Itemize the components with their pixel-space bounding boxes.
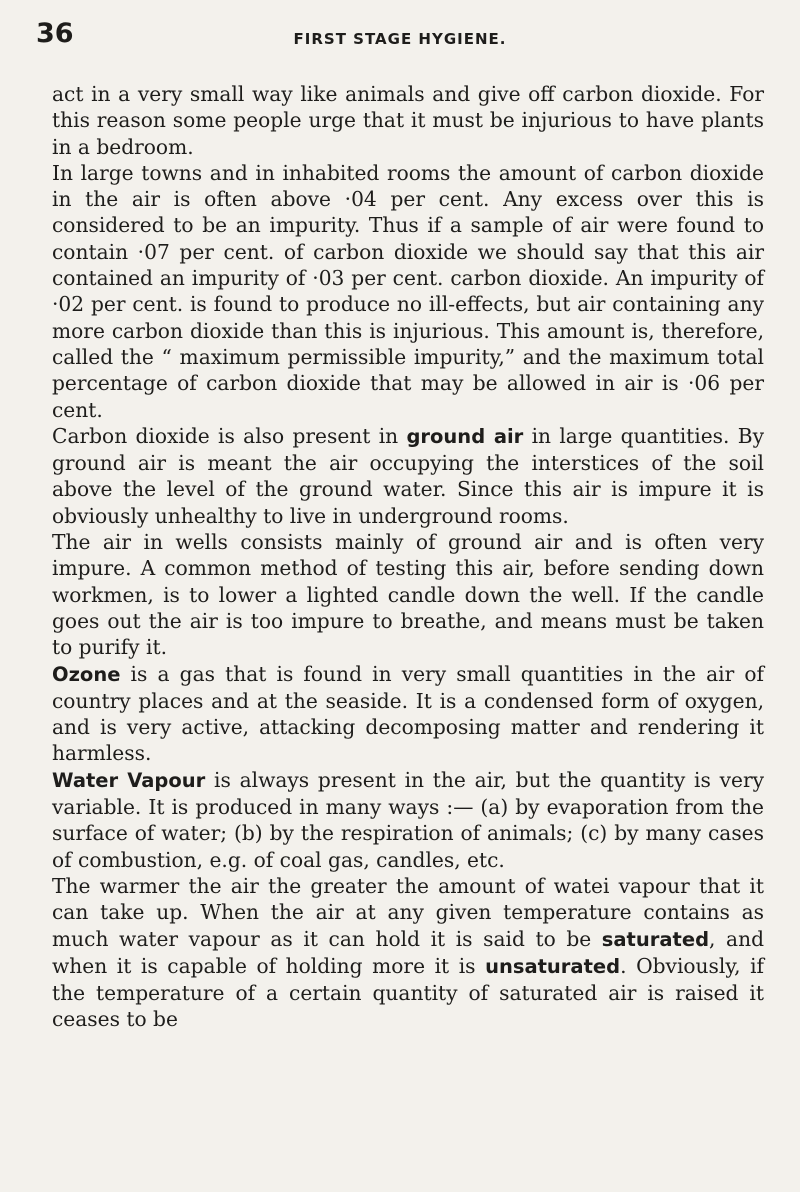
paragraph [52,873,764,1033]
body-text [52,81,764,1033]
paragraph [52,661,764,767]
paragraph [52,767,764,873]
paragraph-text: Carbon dioxide is also present in [52,423,407,448]
bold-term: ground air [406,424,524,448]
running-head: FIRST STAGE HYGIENE. [293,30,507,48]
bold-term: Water Vapour [52,768,206,792]
paragraph: act in a very small way like animals and give off carbon dioxide. For this reason some people urge that it must be injurious to have plants in a bedroom. [52,82,764,159]
bold-term: saturated [601,927,710,951]
paragraph-text: is a gas that is found in very small quantities in the air of country places and at the seaside. It is a condensed form of oxygen, and is very active, attacking decomposing matter and rendering it harmless. [52,661,764,766]
page-number: 36 [36,18,74,49]
paragraph-text: . Obviously, if the temperature of a certain quantity of saturated air is raised it ceases to be [52,953,764,1032]
paragraph: The air in wells consists mainly of ground air and is often very impure. A common method of testing this air, before sending down workmen, is to lower a lighted candle down the well. If the candle goes out the air is too impure to breathe, and means must be taken to purify it. [52,530,764,660]
paragraph-text: The warmer the air the greater the amount of watei vapour that it can take up. When the air at any given temperature contains as much water vapour as it can hold it is said to be [52,873,764,951]
paragraph-text: in large quantities. By ground air is meant the air occupying the interstices of the soil above the level of the ground water. Since this air is impure it is obviously unhealthy to live in underground rooms. [52,423,764,528]
paragraph [52,423,764,529]
paragraph-text: , and when it is capable of holding more it is [52,926,764,978]
paragraph-text: is always present in the air, but the quantity is very variable. It is produced in many ways :— (a) by evaporation from the surface of water; (b) by the respiration of animals; (c) by many cases of combustion, e.g. of coal gas, candles, etc. [52,767,764,872]
page-header [36,18,764,54]
bold-term: Ozone [52,662,121,686]
paragraph: In large towns and in inhabited rooms the amount of carbon dioxide in the air is often above ·04 per cent. Any excess over this is considered to be an impurity. Thus if a sample of air were found to contain ·07 per cent. of carbon dioxide we should say that this air contained an impurity of ·03 per cent. carbon dioxide. An impurity of ·02 per cent. is found to produce no ill-effects, but air containing any more carbon dioxide than this is injurious. This amount is, therefore, called the “ maximum permissible impurity,” and the maximum total percentage of carbon dioxide that may be allowed in air is ·06 per cent. [52,160,764,422]
bold-term: unsaturated [485,954,621,978]
